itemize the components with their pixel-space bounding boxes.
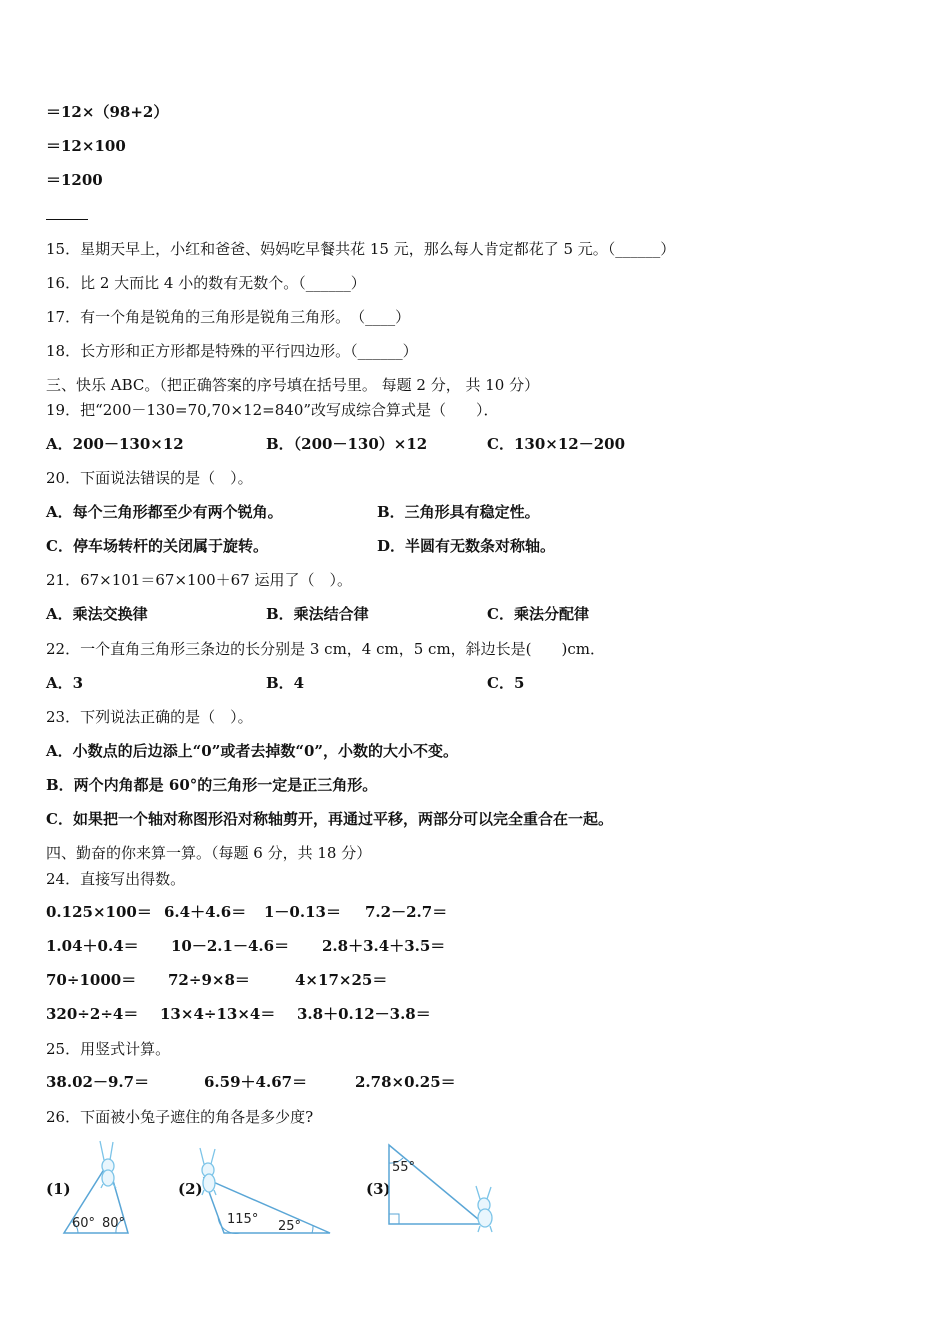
- calc-line-2: ＝12×100: [46, 137, 126, 155]
- question-22-option-b: B．4: [266, 674, 305, 692]
- angle-label: 60°: [72, 1216, 96, 1231]
- figure-1-label: (1): [46, 1180, 71, 1198]
- rabbit-icon: [100, 1141, 116, 1188]
- question-23-option-b: B．两个内角都是 60°的三角形一定是正三角形。: [46, 776, 378, 794]
- q24-item: 3.8＋0.12－3.8＝: [297, 1005, 431, 1023]
- figure-3-label: (3): [366, 1180, 391, 1198]
- question-19-option-b: B．（200－130）×12: [266, 435, 428, 453]
- angle-label: 80°: [102, 1216, 126, 1231]
- question-22-stem: 22．一个直角三角形三条边的长分别是 3 cm，4 cm，5 cm，斜边长是( )cm．: [46, 640, 605, 658]
- q24-item: 70÷1000＝: [46, 971, 137, 989]
- question-20-option-c: C．停车场转杆的关闭属于旋转。: [46, 537, 268, 555]
- rabbit-icon: [476, 1186, 492, 1232]
- answer-underline: [46, 219, 88, 220]
- angle-label: 115°: [227, 1212, 259, 1227]
- triangle-figure-1: [64, 1141, 128, 1233]
- q24-item: 6.4＋4.6＝: [164, 903, 247, 921]
- figure-2-label: (2): [178, 1180, 203, 1198]
- q24-item: 1－0.13＝: [264, 903, 341, 921]
- question-20-stem: 20．下面说法错误的是（ ）。: [46, 469, 253, 487]
- question-19-option-a: A．200－130×12: [46, 435, 184, 453]
- section-3-heading: 三、快乐 ABC。（把正确答案的序号填在括号里。 每题 2 分， 共 10 分）: [46, 376, 540, 394]
- q25-item: 2.78×0.25＝: [355, 1073, 456, 1091]
- q24-item: 1.04＋0.4＝: [46, 937, 139, 955]
- question-21-option-a: A．乘法交换律: [46, 605, 148, 623]
- q24-item: 0.125×100＝: [46, 903, 152, 921]
- question-23-option-a: A．小数点的后边添上“0”或者去掉数“0”，小数的大小不变。: [46, 742, 459, 760]
- q24-item: 13×4÷13×4＝: [160, 1005, 276, 1023]
- triangle-figure-3: [389, 1145, 492, 1232]
- calc-line-3: ＝1200: [46, 171, 103, 189]
- q24-item: 320÷2÷4＝: [46, 1005, 139, 1023]
- question-26-stem: 26．下面被小兔子遮住的角各是多少度?: [46, 1108, 314, 1126]
- question-19-stem: 19．把“200－130=70,70×12=840”改写成综合算式是（ ）．: [46, 401, 499, 419]
- question-20-option-d: D．半圆有无数条对称轴。: [377, 537, 556, 555]
- question-22-option-c: C．5: [487, 674, 525, 692]
- q25-item: 38.02－9.7＝: [46, 1073, 150, 1091]
- question-16: 16．比 2 大而比 4 小的数有无数个。（______）: [46, 274, 366, 292]
- q24-item: 2.8＋3.4＋3.5＝: [322, 937, 446, 955]
- question-21-option-c: C．乘法分配律: [487, 605, 589, 623]
- question-20-option-a: A．每个三角形都至少有两个锐角。: [46, 503, 283, 521]
- angle-label: 25°: [278, 1219, 302, 1234]
- question-21-option-b: B．乘法结合律: [266, 605, 369, 623]
- calc-line-1: ＝12×（98+2）: [46, 103, 169, 121]
- question-20-option-b: B．三角形具有稳定性。: [377, 503, 540, 521]
- section-4-heading: 四、勤奋的你来算一算。（每题 6 分，共 18 分）: [46, 844, 372, 862]
- angle-label: 55°: [392, 1160, 416, 1175]
- question-17: 17．有一个角是锐角的三角形是锐角三角形。 （____）: [46, 308, 411, 326]
- question-23-option-c: C．如果把一个轴对称图形沿对称轴剪开，再通过平移，两部分可以完全重合在一起。: [46, 810, 613, 828]
- q24-item: 10－2.1－4.6＝: [171, 937, 290, 955]
- question-24-stem: 24．直接写出得数。: [46, 870, 186, 888]
- q24-item: 7.2－2.7＝: [365, 903, 448, 921]
- triangle-figure-2: [200, 1148, 330, 1234]
- question-18: 18．长方形和正方形都是特殊的平行四边形。（______）: [46, 342, 418, 360]
- question-23-stem: 23．下列说法正确的是（ ）。: [46, 708, 253, 726]
- question-21-stem: 21．67×101＝67×100＋67 运用了（ ）。: [46, 571, 353, 589]
- q24-item: 4×17×25＝: [295, 971, 388, 989]
- q24-item: 72÷9×8＝: [168, 971, 250, 989]
- q25-item: 6.59＋4.67＝: [204, 1073, 308, 1091]
- question-22-option-a: A．3: [46, 674, 84, 692]
- question-15: 15．星期天早上，小红和爸爸、妈妈吃早餐共花 15 元，那么每人肯定都花了 5 元。（______）: [46, 240, 676, 258]
- question-25-stem: 25．用竖式计算。: [46, 1040, 171, 1058]
- question-19-option-c: C．130×12－200: [487, 435, 626, 453]
